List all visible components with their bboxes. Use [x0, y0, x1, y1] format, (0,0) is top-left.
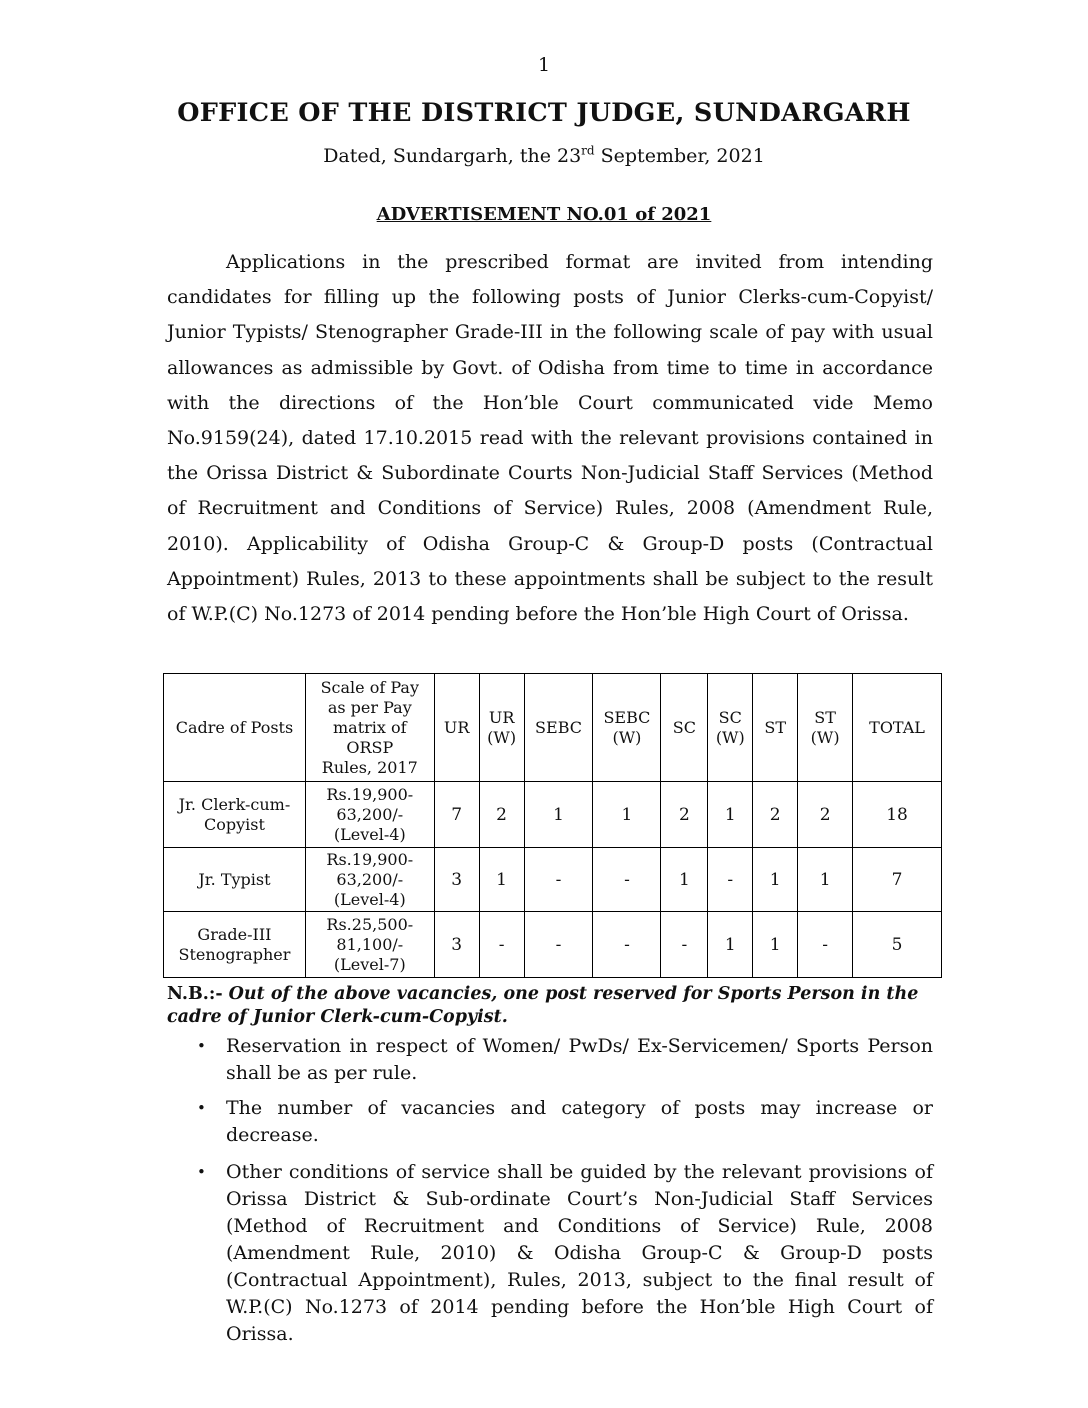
- sc-w-cell: -: [708, 848, 753, 912]
- bullet-icon: •: [197, 1037, 206, 1055]
- list-item: [167, 1095, 933, 1159]
- ur-w-cell: 1: [479, 848, 524, 912]
- table-row: [164, 848, 942, 912]
- header-line: (W): [810, 727, 840, 747]
- nb-text: Out of the above vacancies, one post reserved for Sports Person in the cadre of Junior Clerk-cum-Copyist.: [167, 984, 919, 1027]
- ur-cell: 7: [434, 782, 479, 848]
- header-scale-line: ORSP: [346, 737, 394, 757]
- dated-line: [0, 145, 1088, 167]
- sc-cell: 1: [661, 848, 708, 912]
- scale-line: 63,200/-: [336, 804, 404, 824]
- scale-line: Rs.19,900-: [326, 849, 414, 869]
- header-line: ST: [814, 707, 836, 727]
- header-scale-line: Rules, 2017: [321, 757, 418, 777]
- cadre-cell: [164, 912, 306, 978]
- header-scale: [305, 674, 434, 782]
- ur-w-cell: -: [479, 912, 524, 978]
- total-cell: 7: [853, 848, 942, 912]
- header-scale-line: matrix of: [333, 717, 407, 737]
- header-scale-line: as per Pay: [327, 697, 412, 717]
- page-number: 1: [537, 54, 551, 76]
- dated-ordinal-suffix: rd: [581, 143, 595, 158]
- header-line: UR: [488, 707, 515, 727]
- conditions-list: [167, 1033, 933, 1348]
- bullet-icon: •: [197, 1099, 206, 1117]
- st-cell: 1: [753, 848, 798, 912]
- header-line: (W): [487, 727, 517, 747]
- total-cell: 5: [853, 912, 942, 978]
- nb-label: N.B.:-: [167, 984, 223, 1004]
- total-cell: 18: [853, 782, 942, 848]
- table-row: [164, 782, 942, 848]
- st-w-cell: 2: [798, 782, 853, 848]
- header-line: (W): [715, 727, 745, 747]
- header-st-w: [798, 674, 853, 782]
- scale-line: (Level-4): [333, 824, 406, 844]
- sc-cell: -: [661, 912, 708, 978]
- header-line: SC: [718, 707, 742, 727]
- list-item: [167, 1159, 933, 1348]
- cadre-line: Grade-III: [197, 924, 272, 944]
- header-sc: SC: [661, 674, 708, 782]
- header-sebc-w: [593, 674, 661, 782]
- sc-w-cell: 1: [708, 782, 753, 848]
- dated-suffix: September, 2021: [594, 145, 765, 167]
- sebc-w-cell: -: [593, 912, 661, 978]
- bullet-icon: •: [197, 1163, 206, 1181]
- scale-line: Rs.25,500-: [326, 914, 414, 934]
- header-scale-line: Scale of Pay: [320, 677, 419, 697]
- scale-cell: [305, 782, 434, 848]
- cadre-cell: [164, 782, 306, 848]
- intro-paragraph: Applications in the prescribed format are invited from intending candidates for filling up the following posts of Junior Clerks-cum-Copyist/ Junior Typists/ Stenographer Grade-III in the following scale of pay with usual allowances as admissible by Govt. of Odisha from time to time in accordance with the directions of the Hon’ble Court communicated vide Memo No.9159(24), dated 17.10.2015 read with the relevant provisions contained in the Orissa District & Subordinate Courts Non-Judicial Staff Services (Method of Recruitment and Conditions of Service) Rules, 2008 (Amendment Rule, 2010). Applicability of Odisha Group-C & Group-D posts (Contractual Appointment) Rules, 2013 to these appointments shall be subject to the result of W.P.(C) No.1273 of 2014 pending before the Hon’ble High Court of Orissa.: [167, 251, 933, 626]
- sebc-cell: -: [524, 912, 593, 978]
- cadre-line: Jr. Clerk-cum-: [178, 794, 291, 814]
- cadre-line: Copyist: [203, 814, 265, 834]
- header-sebc: SEBC: [524, 674, 593, 782]
- ur-w-cell: 2: [479, 782, 524, 848]
- advertisement-title: ADVERTISEMENT NO.01 of 2021: [376, 204, 712, 225]
- sebc-w-cell: 1: [593, 782, 661, 848]
- scale-cell: [305, 848, 434, 912]
- table-row: [164, 912, 942, 978]
- scale-line: Rs.19,900-: [326, 784, 414, 804]
- st-w-cell: 1: [798, 848, 853, 912]
- scale-line: (Level-7): [333, 954, 406, 974]
- st-cell: 2: [753, 782, 798, 848]
- office-title: OFFICE OF THE DISTRICT JUDGE, SUNDARGARH: [177, 98, 911, 128]
- sc-w-cell: 1: [708, 912, 753, 978]
- nb-note: [167, 983, 937, 1029]
- st-cell: 1: [753, 912, 798, 978]
- cadre-line: Jr. Typist: [198, 869, 271, 889]
- dated-prefix: Dated, Sundargarh, the 23: [323, 145, 582, 167]
- list-item: [167, 1033, 933, 1095]
- vacancy-table: [163, 673, 942, 978]
- ur-cell: 3: [434, 912, 479, 978]
- st-w-cell: -: [798, 912, 853, 978]
- header-ur-w: [479, 674, 524, 782]
- sebc-w-cell: -: [593, 848, 661, 912]
- scale-line: 81,100/-: [336, 934, 404, 954]
- scale-line: (Level-4): [333, 889, 406, 909]
- header-line: SEBC: [603, 707, 651, 727]
- header-ur: UR: [434, 674, 479, 782]
- header-line: (W): [612, 727, 642, 747]
- table-header-row: [164, 674, 942, 782]
- list-item-text: Other conditions of service shall be guided by the relevant provisions of Orissa District & Sub-ordinate Court’s Non-Judicial Staff Services (Method of Recruitment and Conditions of Service) Rule, 2008 (Amendment Rule, 2010) & Odisha Group-C & Group-D posts (Contractual Appointment), Rules, 2013, subject to the final result of W.P.(C) No.1273 of 2014 pending before the Hon’ble High Court of Orissa.: [226, 1161, 933, 1345]
- scale-line: 63,200/-: [336, 869, 404, 889]
- header-st: ST: [753, 674, 798, 782]
- scale-cell: [305, 912, 434, 978]
- header-cadre: Cadre of Posts: [164, 674, 306, 782]
- header-total: TOTAL: [853, 674, 942, 782]
- list-item-text: Reservation in respect of Women/ PwDs/ Ex-Servicemen/ Sports Person shall be as per rule.: [226, 1035, 933, 1084]
- sc-cell: 2: [661, 782, 708, 848]
- cadre-cell: [164, 848, 306, 912]
- sebc-cell: 1: [524, 782, 593, 848]
- ur-cell: 3: [434, 848, 479, 912]
- header-sc-w: [708, 674, 753, 782]
- cadre-line: Stenographer: [178, 944, 291, 964]
- sebc-cell: -: [524, 848, 593, 912]
- list-item-text: The number of vacancies and category of posts may increase or decrease.: [226, 1097, 933, 1146]
